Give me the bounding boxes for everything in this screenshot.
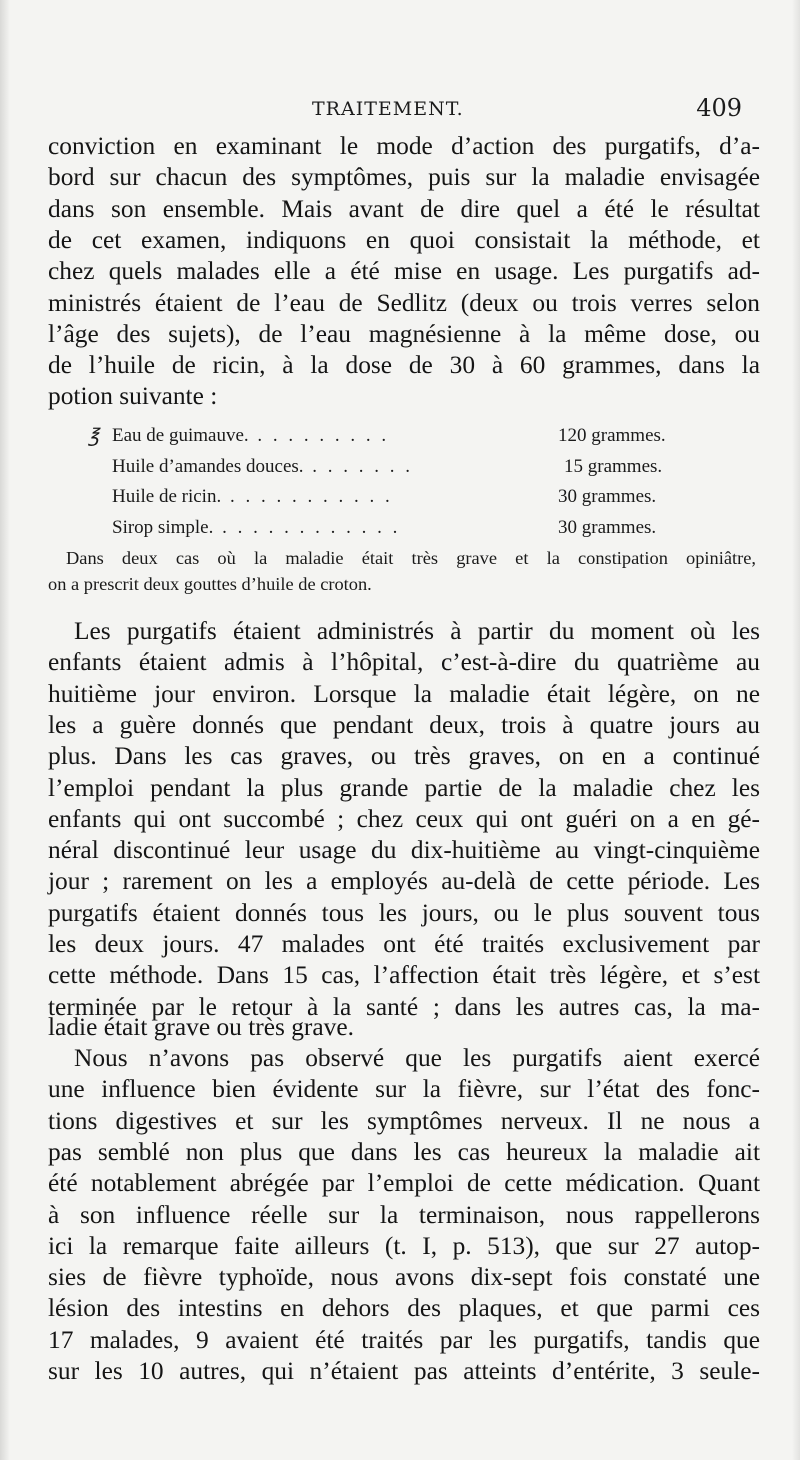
text-line: pas semblé non plus que dans les cas heureux la maladie ait [48, 1137, 760, 1166]
text-line: jour ; rarement on les a employés au-delà de cette période. Les [48, 867, 760, 896]
ingredient-label: Sirop simple. [112, 516, 214, 538]
text-line: de cet examen, indiquons en quoi consistait la méthode, et [48, 225, 760, 254]
ingredient-quantity: 120 grammes. [558, 425, 666, 446]
ingredient-name [112, 517, 400, 539]
text-line: dans son ensemble. Mais avant de dire quel a été le résultat [48, 194, 760, 223]
note-line: Dans deux cas où la maladie était très grave et la constipation opiniâtre, [66, 548, 756, 568]
prescription-item [88, 486, 688, 517]
text-line: enfants qui ont succombé ; chez ceux qui ont guéri on a en gé- [48, 804, 760, 833]
scan-shadow-left [0, 0, 10, 1460]
ingredient-label: Huile d’amandes douces. [112, 455, 304, 477]
text-line: chez quels malades elle a été mise en usage. Les purgatifs ad- [48, 257, 760, 286]
text-line: potion suivante : [48, 382, 218, 411]
scan-shadow-right [792, 0, 800, 1460]
ingredient-name [112, 486, 393, 508]
text-line: lésion des intestins en dehors des plaques, et que parmi ces [48, 1294, 760, 1323]
leader-dots: . . . . . . . . . [257, 425, 390, 446]
text-line: purgatifs étaient donnés tous les jours, ou le plus souvent tous [48, 898, 760, 927]
recipe-symbol: ℥ [88, 426, 99, 447]
note-line: on a prescrit deux gouttes d’huile de croton. [48, 574, 372, 594]
text-line: de l’huile de ricin, à la dose de 30 à 60 grammes, dans la [48, 351, 760, 380]
text-line: conviction en examinant le mode d’action des purgatifs, d’a- [48, 132, 760, 160]
leader-dots: . . . . . . . [312, 455, 414, 477]
page-number: 409 [696, 94, 742, 122]
text-line: huitième jour environ. Lorsque la maladie était légère, on ne [48, 679, 760, 708]
text-line: néral discontinué leur usage du dix-huitième au vingt-cinquième [48, 836, 760, 865]
running-head: TRAITEMENT. [312, 98, 464, 120]
text-line: plus. Dans les cas graves, ou très graves, on en a continué [48, 742, 760, 771]
text-line: tions digestives et sur les symptômes nerveux. Il ne nous a [48, 1106, 760, 1135]
text-line: cette méthode. Dans 15 cas, l’affection était très légère, et s’est [48, 961, 760, 990]
prescription-list [88, 425, 688, 547]
text-line: ministrés étaient de l’eau de Sedlitz (deux ou trois verres selon [48, 288, 760, 317]
text-line: à son influence réelle sur la terminaison, nous rappellerons [48, 1200, 760, 1229]
text-line: ici la remarque faite ailleurs (t. I, p. 513), que sur 27 autop- [48, 1231, 760, 1260]
ingredient-quantity: 15 grammes. [564, 455, 663, 477]
text-line: sur les 10 autres, qui n’étaient pas atteints d’entérite, 3 seule- [48, 1357, 760, 1385]
ingredient-name [112, 456, 413, 478]
text-line: enfants étaient admis à l’hôpital, c’est-à-dire du quatrième au [48, 648, 760, 677]
text-line: Les purgatifs étaient administrés à partir du moment où les [74, 617, 760, 645]
ingredient-quantity: 30 grammes. [558, 516, 657, 538]
prescription-item [88, 517, 688, 548]
text-line: terminée par le retour à la santé ; dans les autres cas, la ma- [48, 992, 760, 1021]
text-line: bord sur chacun des symptômes, puis sur la maladie envisagée [48, 163, 760, 192]
leader-dots: . . . . . . . . . . . . [222, 516, 401, 538]
text-line: Nous n’avons pas observé que les purgatifs aient exercé [74, 1044, 760, 1072]
ingredient-label: Huile de ricin. [112, 486, 222, 507]
text-line: sies de fièvre typhoïde, nous avons dix-sept fois constaté une [48, 1263, 760, 1292]
prescription-item [88, 425, 688, 456]
text-line: les a guère donnés que pendant deux, trois à quatre jours au [48, 710, 760, 739]
text-line: les deux jours. 47 malades ont été traités exclusivement par [48, 930, 760, 958]
text-line: 17 malades, 9 avaient été traités par les purgatifs, tandis que [48, 1325, 760, 1354]
text-line: une influence bien évidente sur la fièvre, sur l’état des fonc- [48, 1075, 760, 1104]
page-header [48, 94, 756, 130]
text-line: été notablement abrégée par l’emploi de cette médication. Quant [48, 1169, 760, 1198]
prescription-item [88, 456, 688, 487]
leader-dots: . . . . . . . . . . . [229, 486, 393, 507]
ingredient-quantity: 30 grammes. [558, 486, 657, 507]
text-line: l’âge des sujets), de l’eau magnésienne à la même dose, ou [48, 319, 760, 348]
footnote-remark [48, 545, 756, 597]
ingredient-name [112, 425, 389, 447]
ingredient-label: Eau de guimauve. [112, 425, 249, 446]
text-line: l’emploi pendant la plus grande partie de la maladie chez les [48, 773, 760, 802]
text-line: ladie était grave ou très grave. [48, 1013, 354, 1041]
